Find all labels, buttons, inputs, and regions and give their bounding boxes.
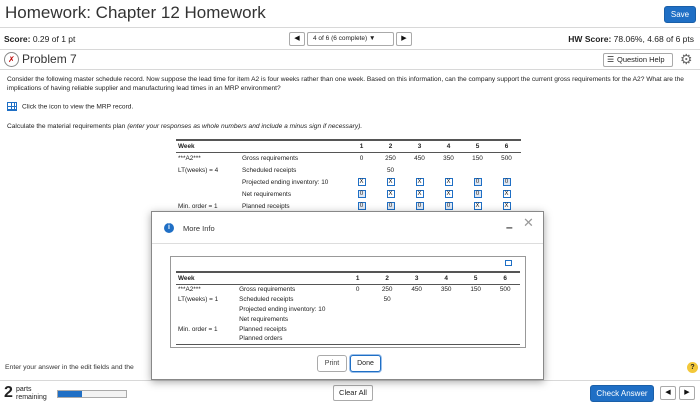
- answer-input[interactable]: X: [388, 179, 393, 185]
- minimize-icon[interactable]: –: [506, 220, 513, 234]
- week-6-header: 6: [492, 140, 521, 152]
- table-row: [176, 304, 520, 314]
- table-row: [176, 284, 520, 294]
- list-icon: ☰: [607, 55, 615, 64]
- row-label: Net requirements: [239, 315, 289, 323]
- parts-label: [16, 386, 47, 402]
- more-info-dialog: [151, 211, 544, 380]
- cell: [343, 294, 373, 304]
- cell: [347, 164, 376, 176]
- cell: [434, 164, 463, 176]
- hw-score-label: HW Score:: [568, 34, 612, 44]
- problem-title: Problem 7: [22, 52, 77, 66]
- dialog-header: [152, 212, 543, 244]
- table-row: [176, 164, 521, 176]
- week-2-header: 2: [372, 272, 402, 284]
- cell: 0: [355, 285, 360, 293]
- week-5-header: 5: [461, 272, 491, 284]
- answer-input[interactable]: X: [475, 203, 480, 209]
- answer-input[interactable]: X: [417, 191, 422, 197]
- row-label: Gross requirements: [242, 154, 299, 162]
- hw-score: [568, 34, 694, 44]
- table-row: [176, 314, 520, 324]
- help-icon[interactable]: ?: [687, 362, 698, 373]
- answer-input[interactable]: X: [504, 191, 509, 197]
- mrp-table: [176, 139, 521, 212]
- answer-instruction: Enter your answer in the edit fields and the: [5, 364, 134, 371]
- calc-text: Calculate the material requirements plan: [7, 123, 128, 130]
- item-name: ***A2***: [178, 154, 201, 162]
- table-row: [176, 272, 520, 284]
- answer-input[interactable]: 0: [358, 190, 366, 198]
- question-help-label: Question Help: [617, 55, 665, 64]
- table-row: [176, 294, 520, 304]
- table-row: [176, 152, 521, 164]
- cell: 250: [381, 285, 393, 293]
- table-row: [176, 176, 521, 188]
- cell: [402, 294, 432, 304]
- answer-input[interactable]: X: [388, 191, 393, 197]
- week-2-header: 2: [376, 140, 405, 152]
- hw-score-value: 78.06%, 4.68 of 6 pts: [613, 34, 694, 44]
- close-icon[interactable]: ✕: [523, 215, 534, 230]
- cell: 350: [440, 285, 452, 293]
- item-name: ***A2***: [178, 285, 201, 293]
- week-header: Week: [176, 272, 237, 284]
- week-3-header: 3: [405, 140, 434, 152]
- answer-input[interactable]: X: [446, 179, 451, 185]
- answer-input[interactable]: 0: [387, 202, 395, 210]
- problem-status-icon: ✗: [4, 52, 19, 67]
- answer-input[interactable]: 0: [416, 202, 424, 210]
- next-question-button[interactable]: ▶: [396, 32, 412, 46]
- dialog-title: More Info: [183, 224, 215, 233]
- calc-italic-text: (enter your responses as whole numbers and include a minus sign if necessary).: [127, 123, 363, 130]
- page-title: Homework: Chapter 12 Homework: [5, 3, 266, 22]
- cell: [463, 164, 492, 176]
- row-label: Planned receipts: [242, 202, 290, 210]
- mrp-record-link[interactable]: [7, 102, 133, 111]
- gear-icon[interactable]: ⚙: [680, 51, 693, 67]
- table-row: [176, 334, 520, 344]
- question-text: Consider the following master schedule record. Now suppose the lead time for item A2 is four weeks rather than one week. Based on this information, can the company support the current gross requirements for the A2? What are the implications of having reliable supplier and manufacturing lead times in an MRP environment?: [7, 76, 684, 92]
- progress-bar: [57, 390, 127, 398]
- week-6-header: 6: [490, 272, 520, 284]
- footer: [0, 380, 700, 409]
- copy-icon[interactable]: [505, 260, 512, 266]
- parts-count: 2: [4, 384, 13, 401]
- cell: [405, 164, 434, 176]
- answer-input[interactable]: 0: [474, 178, 482, 186]
- lead-time: LT(weeks) = 4: [178, 166, 219, 174]
- score-bar: [0, 29, 700, 50]
- score-value: 0.29 of 1 pt: [32, 34, 76, 44]
- week-1-header: 1: [347, 140, 376, 152]
- lead-time: LT(weeks) = 1: [178, 295, 219, 303]
- answer-input[interactable]: 0: [503, 178, 511, 186]
- question-help-button[interactable]: [603, 53, 673, 67]
- row-label: Planned orders: [239, 335, 283, 343]
- check-answer-button[interactable]: Check Answer: [590, 385, 654, 402]
- answer-input[interactable]: 0: [358, 202, 366, 210]
- row-label: Projected ending inventory: 10: [242, 178, 329, 186]
- parts-label-line-1: parts: [16, 386, 32, 393]
- clear-all-button[interactable]: Clear All: [333, 385, 373, 401]
- week-4-header: 4: [431, 272, 461, 284]
- row-label: Gross requirements: [239, 285, 296, 293]
- info-icon: i: [164, 223, 174, 233]
- mrp-record-table: [176, 271, 520, 345]
- cell: 450: [414, 154, 425, 162]
- next-part-button[interactable]: ▶: [679, 386, 695, 400]
- done-button[interactable]: Done: [350, 355, 381, 372]
- cell: 50: [386, 166, 395, 174]
- week-3-header: 3: [402, 272, 432, 284]
- parts-label-line-2: remaining: [16, 394, 47, 401]
- table-row: [176, 324, 520, 334]
- cell: 450: [411, 285, 422, 293]
- previous-part-button[interactable]: ◀: [660, 386, 676, 400]
- min-order: Min. order = 1: [178, 325, 218, 333]
- cell: 500: [499, 285, 511, 293]
- previous-question-button[interactable]: ◀: [289, 32, 305, 46]
- cell: 250: [385, 154, 396, 162]
- table-row: [176, 140, 521, 152]
- cell: 150: [472, 154, 483, 162]
- row-label: Planned receipts: [239, 325, 287, 333]
- cell: [431, 294, 461, 304]
- answer-input[interactable]: X: [359, 179, 364, 185]
- cell: 350: [443, 154, 454, 162]
- progress-fill: [58, 391, 82, 397]
- cell: [461, 294, 491, 304]
- week-4-header: 4: [434, 140, 463, 152]
- problem-bar: [0, 50, 700, 70]
- cell: 0: [359, 154, 364, 162]
- row-label: Net requirements: [242, 190, 292, 198]
- answer-input[interactable]: X: [504, 203, 509, 209]
- cell: [492, 164, 521, 176]
- calc-instruction: [7, 123, 362, 130]
- title-bar: [0, 0, 700, 28]
- row-label: Projected ending inventory: 10: [239, 305, 326, 313]
- week-header: Week: [176, 140, 240, 152]
- cell: 150: [470, 285, 481, 293]
- table-icon[interactable]: [7, 102, 17, 111]
- answer-input[interactable]: 0: [445, 202, 453, 210]
- mrp-record-panel: [170, 256, 526, 348]
- answer-input[interactable]: X: [417, 179, 422, 185]
- week-1-header: 1: [343, 272, 373, 284]
- score-label: Score:: [4, 34, 31, 44]
- answer-input[interactable]: 0: [474, 190, 482, 198]
- score: [4, 34, 75, 44]
- cell: 500: [501, 154, 512, 162]
- save-button[interactable]: Save: [664, 6, 696, 23]
- min-order: Min. order = 1: [178, 202, 218, 210]
- table-row: [176, 188, 521, 200]
- cell: 50: [383, 295, 391, 303]
- mrp-link-text: Click the icon to view the MRP record.: [22, 103, 134, 111]
- row-label: Scheduled receipts: [242, 166, 297, 174]
- cell: [490, 294, 520, 304]
- question-select[interactable]: 4 of 6 (6 complete) ▼: [307, 32, 394, 46]
- week-5-header: 5: [463, 140, 492, 152]
- print-button[interactable]: Print: [317, 355, 347, 372]
- row-label: Scheduled receipts: [239, 295, 294, 303]
- answer-input[interactable]: X: [446, 191, 451, 197]
